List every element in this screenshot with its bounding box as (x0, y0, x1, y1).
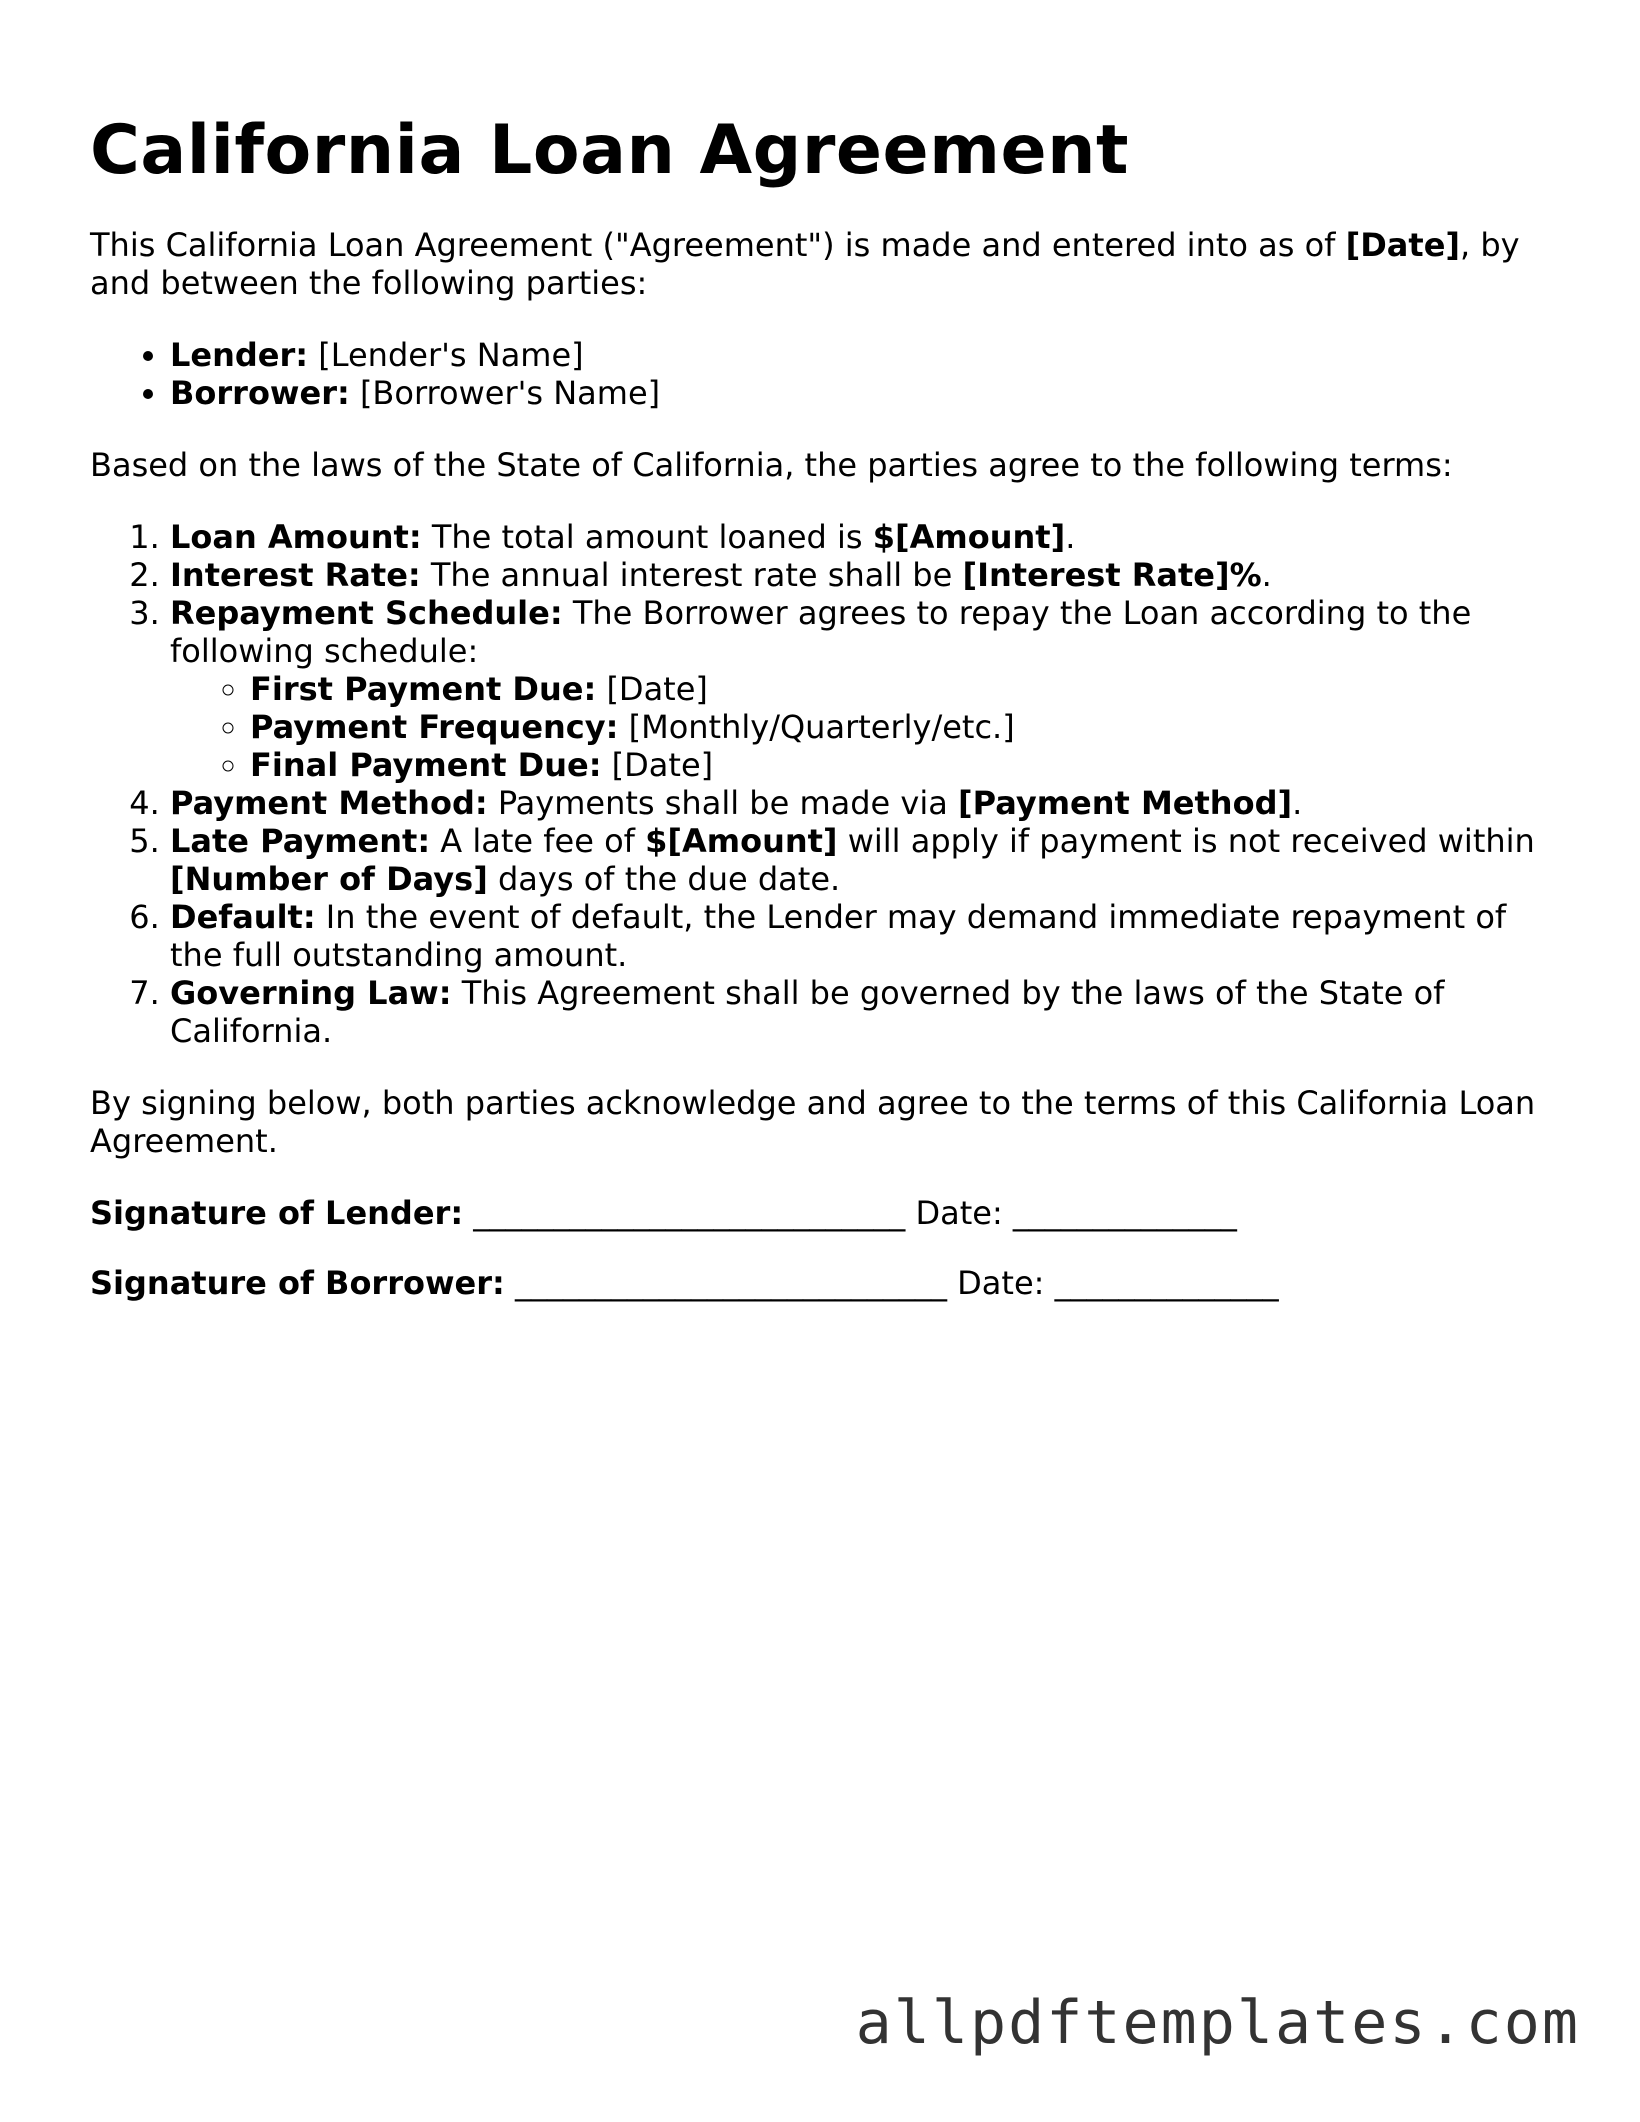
schedule-payment-frequency: ◦ Payment Frequency: [Monthly/Quarterly/etc.] (250, 708, 1550, 746)
term-repayment-schedule: 3. Repayment Schedule: The Borrower agrees to repay the Loan according to the following schedule: ◦ First Payment Due: [Date] ◦ Payment Frequency: [Monthly/Quarterly/etc.] ◦ Final Payment Due: [Date] (170, 594, 1550, 784)
date-placeholder: [Date] (1345, 226, 1461, 264)
term-late-payment: 5. Late Payment: A late fee of $[Amount] will apply if payment is not received within [Number of Days] days of the due date. (170, 822, 1550, 898)
watermark: allpdftemplates.com (855, 1988, 1580, 2058)
term-governing-law: 7. Governing Law: This Agreement shall be governed by the laws of the State of California. (170, 974, 1550, 1050)
based-on-paragraph: Based on the laws of the State of California, the parties agree to the following terms: (90, 446, 1453, 484)
party-borrower: • Borrower: [Borrower's Name] (170, 374, 1550, 412)
term-loan-amount: 1. Loan Amount: The total amount loaned is $[Amount]. (170, 518, 1550, 556)
page-title: California Loan Agreement (90, 111, 1130, 190)
acknowledgement-paragraph: By signing below, both parties acknowledge and agree to the terms of this California Loan Agreement. (90, 1084, 1536, 1160)
schedule-final-payment: ◦ Final Payment Due: [Date] (250, 746, 1550, 784)
parties-list (90, 336, 1550, 412)
borrower-signature-line: Signature of Borrower: ___________________________ Date: ______________ (90, 1264, 1279, 1302)
lender-signature-line: Signature of Lender: ___________________________ Date: ______________ (90, 1194, 1237, 1232)
party-lender: • Lender: [Lender's Name] (170, 336, 1550, 374)
repayment-schedule-list (170, 670, 1550, 784)
terms-list (90, 518, 1550, 1050)
intro-paragraph: This California Loan Agreement ("Agreement") is made and entered into as of [Date], by and between the following parties: (90, 226, 1520, 302)
term-default: 6. Default: In the event of default, the Lender may demand immediate repayment of the full outstanding amount. (170, 898, 1550, 974)
term-payment-method: 4. Payment Method: Payments shall be made via [Payment Method]. (170, 784, 1550, 822)
schedule-first-payment: ◦ First Payment Due: [Date] (250, 670, 1550, 708)
document-page (90, 110, 1550, 1334)
term-interest-rate: 2. Interest Rate: The annual interest rate shall be [Interest Rate]%. (170, 556, 1550, 594)
